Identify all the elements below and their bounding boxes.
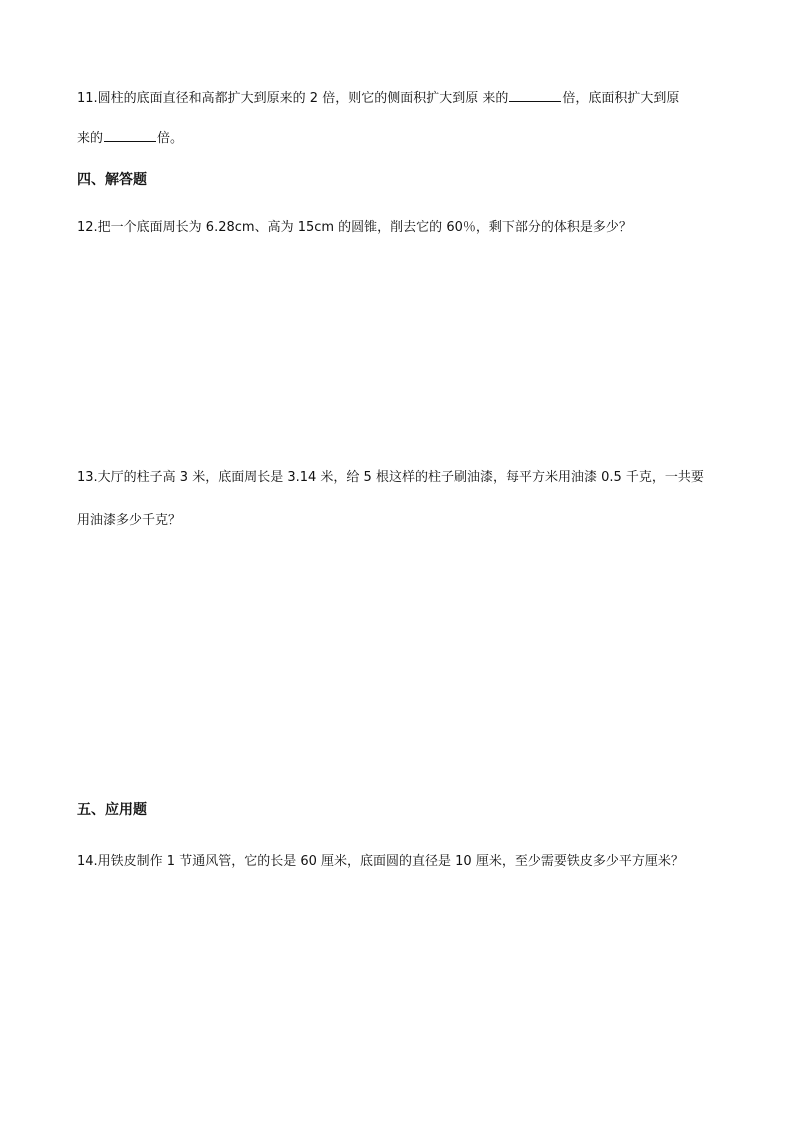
question-11-line-2	[77, 128, 183, 148]
question-11-text-c: 来的	[77, 131, 104, 146]
section-5-heading: 五、应用题	[77, 802, 147, 818]
question-13-line-1: 13.大厅的柱子高 3 米，底面周长是 3.14 米，给 5 根这样的柱子刷油漆，每平方米用油漆 0.5 千克，一共要	[77, 470, 704, 485]
answer-blank-2[interactable]	[104, 128, 156, 142]
answer-blank-1[interactable]	[509, 88, 561, 102]
question-12: 12.把一个底面周长为 6.28cm、高为 15cm 的圆锥，削去它的 60％，剩下部分的体积是多少？	[77, 220, 632, 235]
question-11-text-d: 倍。	[157, 131, 184, 146]
question-11-text-b: 倍，底面积扩大到原	[562, 91, 680, 106]
question-11-text-a: 11.圆柱的底面直径和高都扩大到原来的 2 倍，则它的侧面积扩大到原 来的	[77, 91, 509, 106]
question-13-line-2: 用油漆多少千克？	[77, 513, 182, 528]
question-14: 14.用铁皮制作 1 节通风管，它的长是 60 厘米，底面圆的直径是 10 厘米，至少需要铁皮多少平方厘米？	[77, 854, 684, 869]
section-4-heading: 四、解答题	[77, 172, 147, 188]
question-11-line-1	[77, 88, 679, 108]
